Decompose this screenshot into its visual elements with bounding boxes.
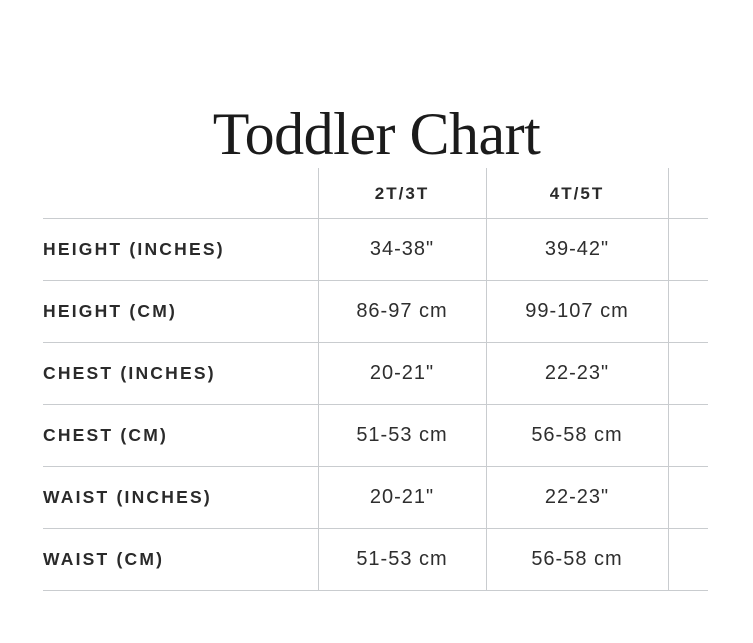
table-cell: 20-21" [318, 467, 486, 529]
table-cell: 39-42" [486, 219, 668, 281]
table-cell: 20-21" [318, 343, 486, 405]
header-cell-4t-5t: 4T/5T [486, 168, 668, 219]
table-cell [668, 343, 708, 405]
row-label: HEIGHT (INCHES) [43, 219, 318, 281]
table-row [43, 467, 708, 529]
table-cell [668, 529, 708, 591]
table-cell [668, 281, 708, 343]
page-title: Toddler Chart [212, 101, 541, 168]
table-cell: 56-58 cm [486, 405, 668, 467]
table-cell [668, 467, 708, 529]
row-label: WAIST (INCHES) [43, 467, 318, 529]
table-cell: 34-38" [318, 219, 486, 281]
row-label: WAIST (CM) [43, 529, 318, 591]
table-row [43, 281, 708, 343]
header-cell-empty [43, 168, 318, 219]
row-label: HEIGHT (CM) [43, 281, 318, 343]
table-row [43, 219, 708, 281]
header-cell-2t-3t: 2T/3T [318, 168, 486, 219]
header-cell-extra [668, 168, 708, 219]
table-cell: 22-23" [486, 343, 668, 405]
table-cell: 99-107 cm [486, 281, 668, 343]
table-row [43, 529, 708, 591]
row-label: CHEST (CM) [43, 405, 318, 467]
table-cell: 56-58 cm [486, 529, 668, 591]
table-row [43, 405, 708, 467]
table-header-row [43, 168, 708, 219]
table-cell [668, 219, 708, 281]
table-cell: 86-97 cm [318, 281, 486, 343]
row-label: CHEST (INCHES) [43, 343, 318, 405]
table-cell: 51-53 cm [318, 529, 486, 591]
table-cell [668, 405, 708, 467]
table-cell: 51-53 cm [318, 405, 486, 467]
size-chart-table [43, 168, 708, 591]
table-row [43, 343, 708, 405]
table-cell: 22-23" [486, 467, 668, 529]
